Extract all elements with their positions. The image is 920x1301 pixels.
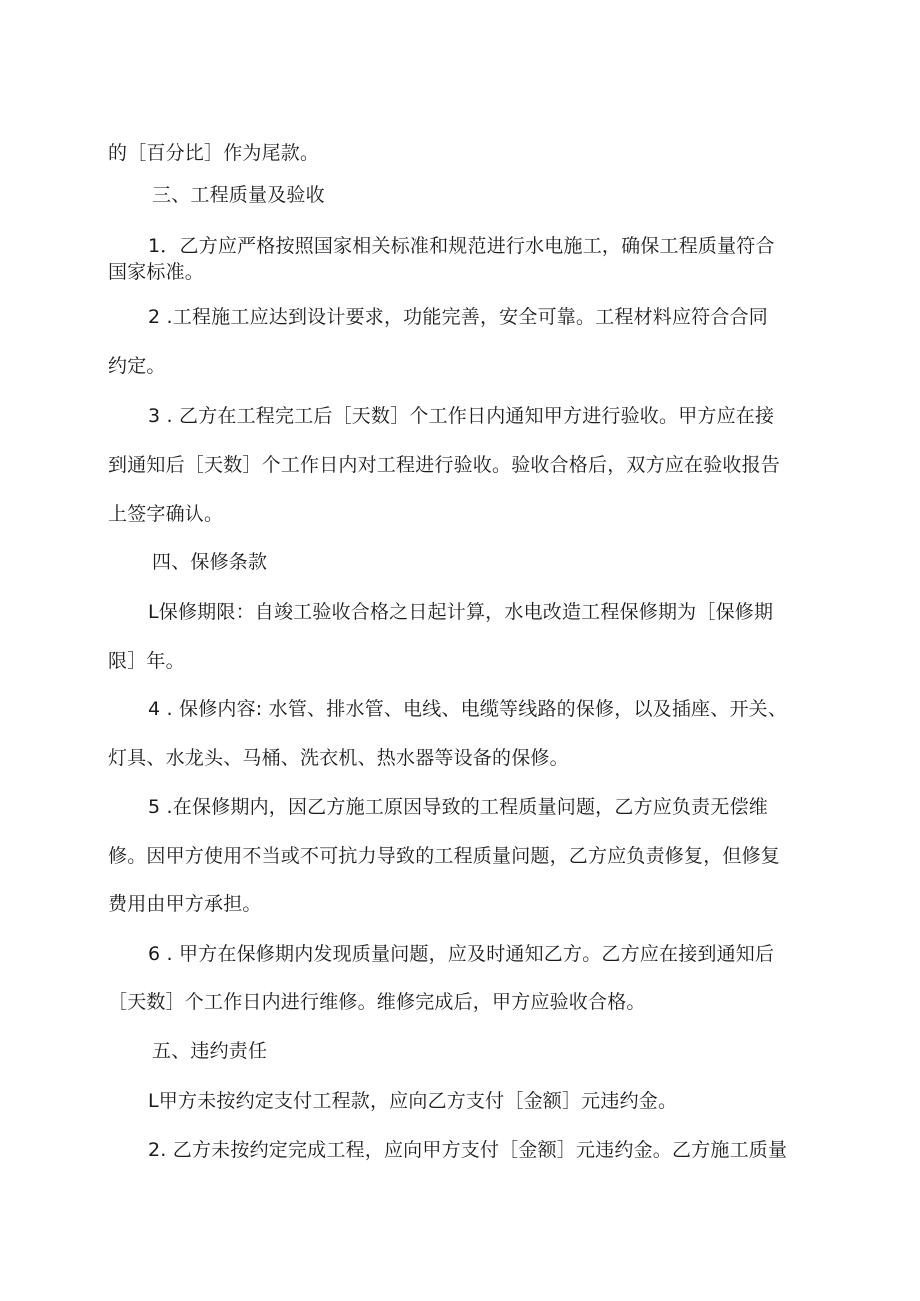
- text-line: 修。因甲方使用不当或不可抗力导致的工程质量问题，乙方应负责修复，但修复: [108, 845, 781, 867]
- text-line: 2 .工程施工应达到设计要求，功能完善，安全可靠。工程材料应符合合同: [148, 306, 768, 328]
- text-line: 约定。: [108, 355, 166, 377]
- text-line: 3 . 乙方在工程完工后［天数］个工作日内通知甲方进行验收。甲方应在接: [148, 405, 775, 427]
- text-line: 4 . 保修内容: 水管、排水管、电线、电缆等线路的保修，以及插座、开关、: [148, 698, 788, 720]
- text-line: ［天数］个工作日内进行维修。维修完成后，甲方应验收合格。: [108, 991, 646, 1013]
- text-line: 2. 乙方未按约定完成工程，应向甲方支付［金额］元违约金。乙方施工质量: [148, 1139, 788, 1161]
- text-line: 1．乙方应严格按照国家相关标准和规范进行水电施工，确保工程质量符合: [148, 235, 775, 257]
- text-line: 的［百分比］作为尾款。: [108, 142, 320, 164]
- text-line: 上签字确认。: [108, 503, 224, 525]
- text-line: 5 .在保修期内，因乙方施工原因导致的工程质量问题，乙方应负责无偿维: [148, 796, 768, 818]
- text-line: 6 . 甲方在保修期内发现质量问题，应及时通知乙方。乙方应在接到通知后: [148, 943, 775, 965]
- text-line: 灯具、水龙头、马桶、洗衣机、热水器等设备的保修。: [108, 747, 569, 769]
- text-line: 费用由甲方承担。: [108, 893, 262, 915]
- text-line: L保修期限：自竣工验收合格之日起计算，水电改造工程保修期为［保修期: [148, 601, 774, 623]
- text-line: 国家标准。: [108, 261, 205, 283]
- text-line: 限］年。: [108, 650, 185, 672]
- text-line: 到通知后［天数］个工作日内对工程进行验收。验收合格后，双方应在验收报告: [108, 454, 781, 476]
- text-line: L甲方未按约定支付工程款，应向乙方支付［金额］元违约金。: [148, 1090, 678, 1112]
- section-heading-warranty: 四、保修条款: [152, 551, 268, 573]
- section-heading-breach: 五、违约责任: [152, 1040, 268, 1062]
- section-heading-quality: 三、工程质量及验收: [152, 184, 325, 206]
